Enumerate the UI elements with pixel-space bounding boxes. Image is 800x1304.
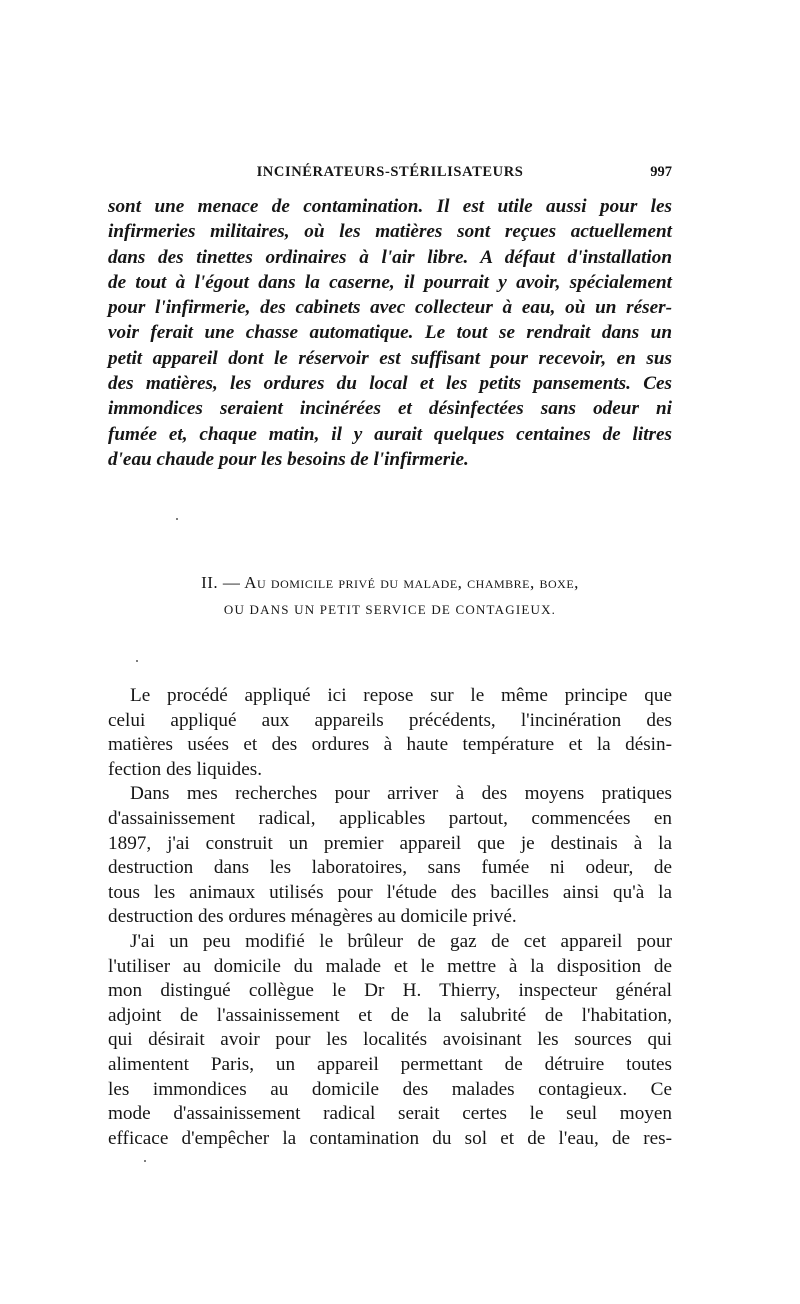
body-line: qui désirait avoir pour les localités avoisinant les sources qui — [108, 1029, 672, 1051]
body-line: destruction dans les laboratoires, sans fumée ni odeur, de — [108, 857, 672, 879]
section-heading-line-2: OU DANS UN PETIT SERVICE DE CONTAGIEUX. — [223, 602, 557, 617]
italic-line: dans des tinettes ordinaires à l'air libre. A défaut d'installation — [108, 246, 672, 268]
scan-speck — [136, 660, 138, 662]
italic-line: des matières, les ordures du local et les petits pansements. Ces — [108, 373, 672, 395]
body-line: matières usées et des ordures à haute température et la désin- — [108, 734, 672, 756]
body-line: fection des liquides. — [108, 758, 262, 780]
body-line: J'ai un peu modifié le brûleur de gaz de cet appareil pour — [130, 930, 672, 952]
body-line: destruction des ordures ménagères au domicile privé. — [108, 906, 517, 928]
section-heading-line-1: II. — Au domicile privé du malade, chambre, boxe, — [201, 573, 579, 592]
running-title: INCINÉRATEURS-STÉRILISATEURS — [256, 164, 524, 180]
italic-line: sont une menace de contamination. Il est utile aussi pour les — [108, 196, 672, 217]
italic-line: immondices seraient incinérées et désinfectées sans odeur ni — [108, 398, 672, 420]
scan-speck — [176, 518, 178, 520]
section-heading — [108, 570, 672, 624]
body-line: adjoint de l'assainissement et de la salubrité de l'habitation, — [108, 1004, 672, 1026]
italic-paragraph — [108, 194, 672, 472]
scan-speck — [144, 1160, 146, 1162]
italic-line: de tout à l'égout dans la caserne, il pourrait y avoir, spécialement — [108, 271, 672, 293]
body-line: d'assainissement radical, applicables partout, commencées en — [108, 807, 672, 829]
body-line: mon distingué collègue le Dr H. Thierry, inspecteur général — [108, 980, 672, 1002]
italic-line: d'eau chaude pour les besoins de l'infirmerie. — [108, 448, 469, 470]
body-line: Dans mes recherches pour arriver à des moyens pratiques — [130, 783, 672, 805]
body-line: efficace d'empêcher la contamination du sol et de l'eau, de res- — [108, 1127, 672, 1149]
body-line: l'utiliser au domicile du malade et le mettre à la disposition de — [108, 955, 672, 977]
body-line: alimentent Paris, un appareil permettant de détruire toutes — [108, 1053, 672, 1075]
italic-line: pour l'infirmerie, des cabinets avec collecteur à eau, où un réser- — [108, 297, 672, 319]
body-line: Le procédé appliqué ici repose sur le même principe que — [130, 685, 672, 706]
body-line: celui appliqué aux appareils précédents, l'incinération des — [108, 709, 672, 731]
italic-line: voir ferait une chasse automatique. Le tout se rendrait dans un — [108, 322, 672, 344]
body-line: mode d'assainissement radical serait certes le seul moyen — [108, 1103, 672, 1125]
body-line: tous les animaux utilisés pour l'étude des bacilles ainsi qu'à la — [108, 881, 672, 903]
italic-line: petit appareil dont le réservoir est suffisant pour recevoir, en sus — [108, 347, 672, 369]
body-text — [108, 684, 672, 1151]
body-line: 1897, j'ai construit un premier appareil que je destinais à la — [108, 832, 672, 854]
book-page — [108, 0, 672, 1304]
running-header — [108, 160, 672, 184]
body-line: les immondices au domicile des malades contagieux. Ce — [108, 1078, 672, 1100]
page-number: 997 — [650, 164, 672, 180]
italic-line: fumée et, chaque matin, il y aurait quelques centaines de litres — [108, 423, 672, 445]
italic-line: infirmeries militaires, où les matières sont reçues actuellement — [108, 221, 672, 243]
